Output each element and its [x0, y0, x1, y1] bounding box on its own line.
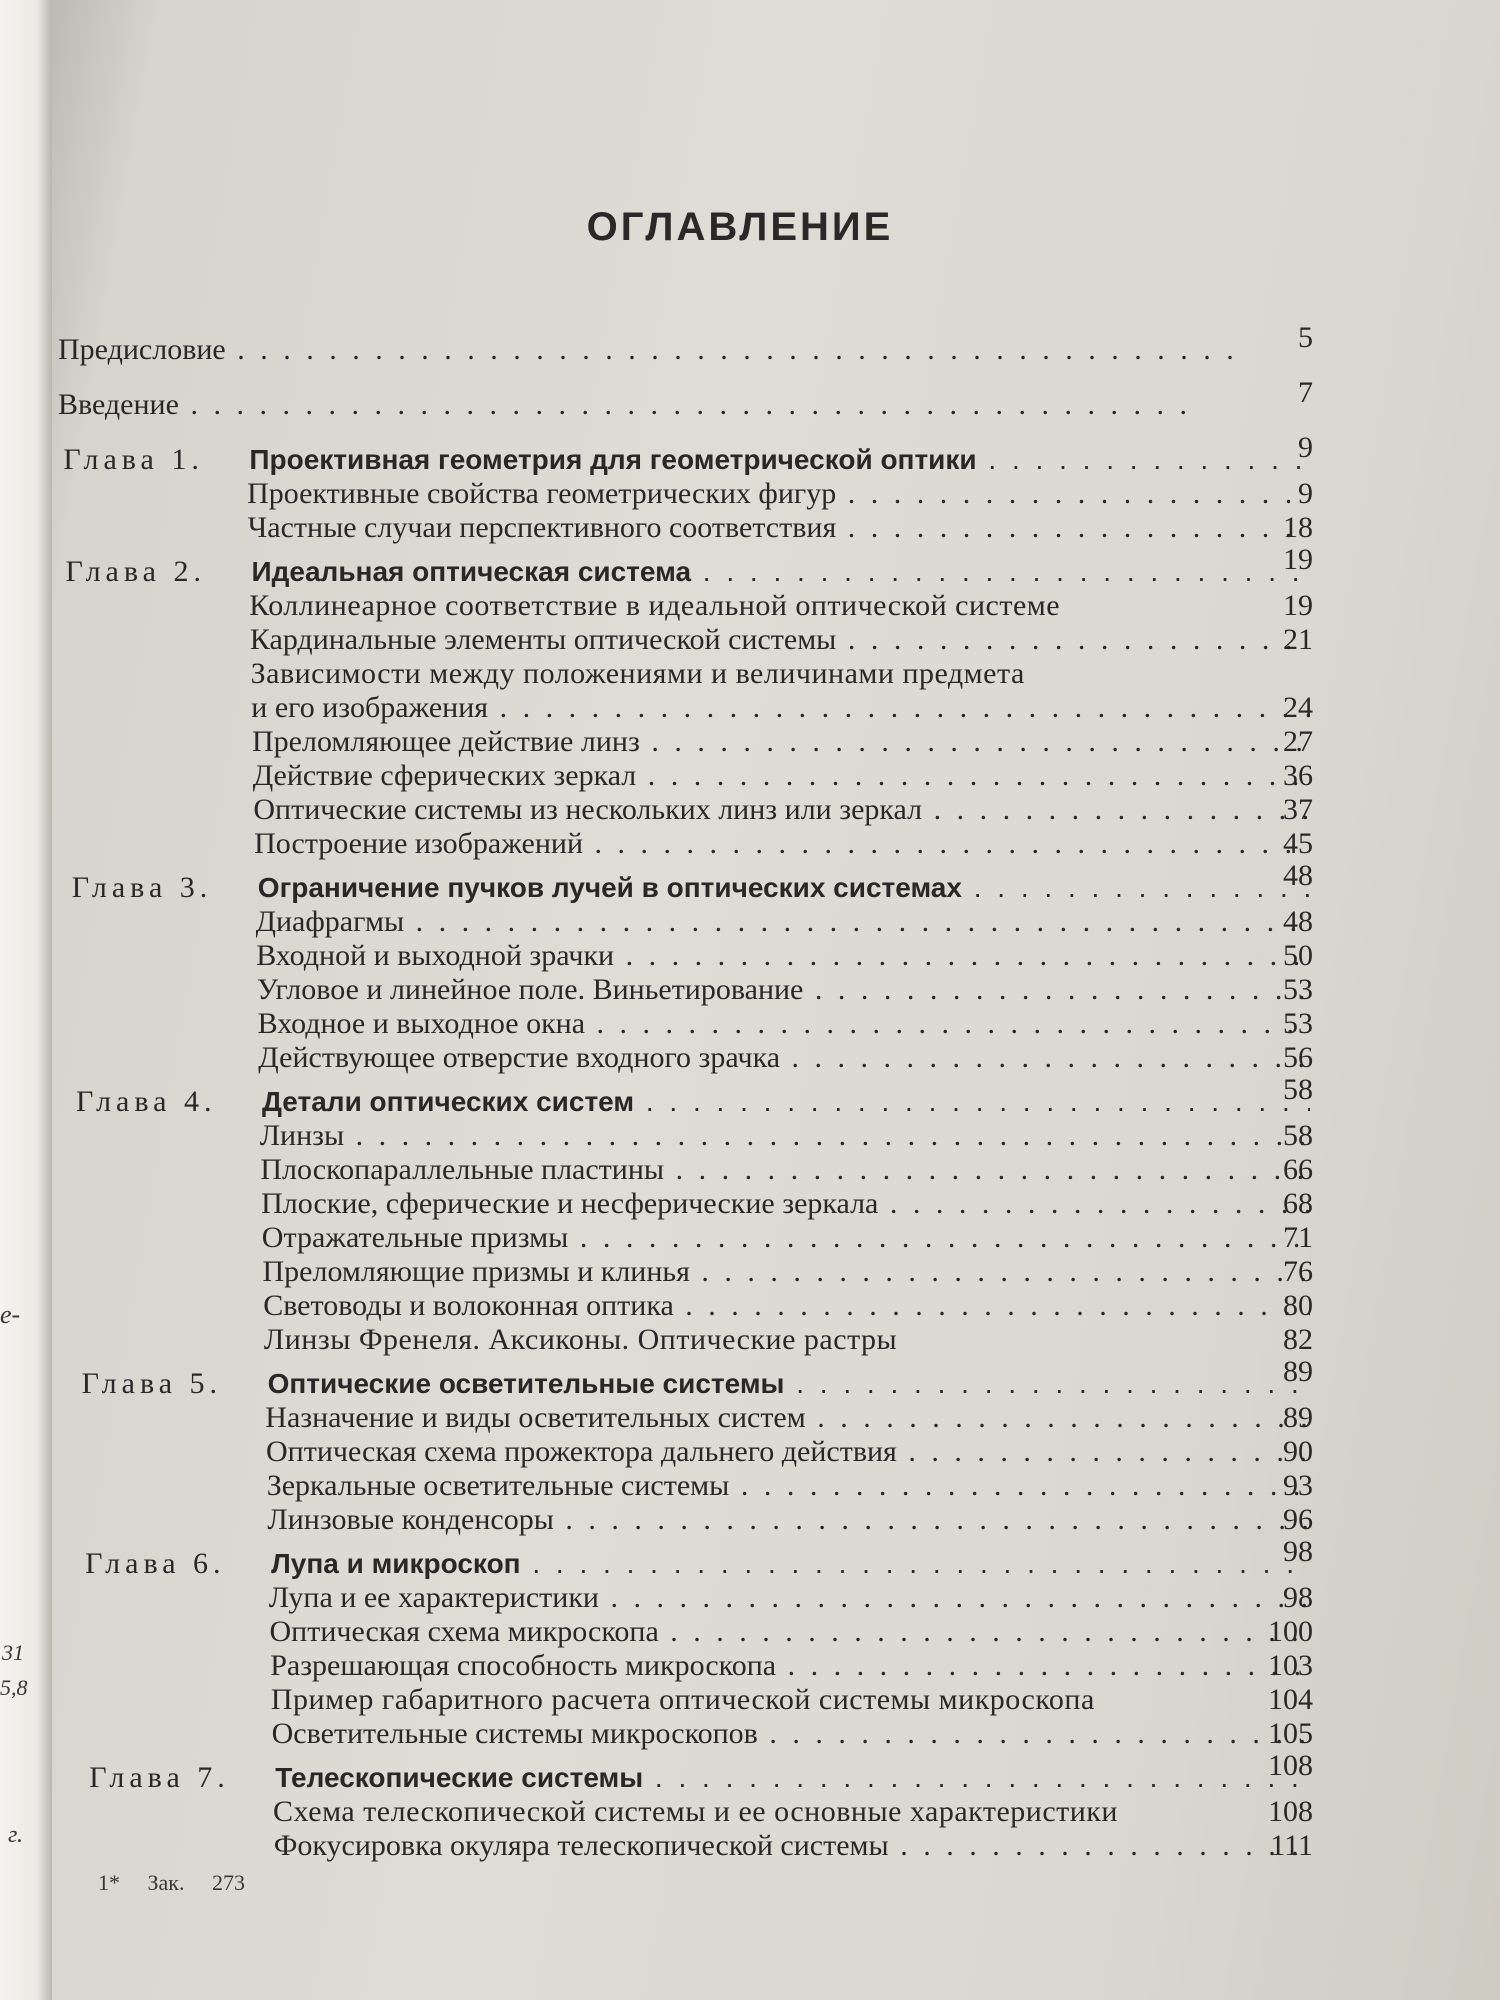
entry-title: Предисловие . . — [58, 330, 1310, 370]
entry-title: Световоды и волоконная оптика . . — [263, 1286, 1310, 1326]
entry-title: Осветительные системы микроскопов . . — [272, 1714, 1310, 1754]
page-number: 58 — [1283, 1119, 1313, 1152]
entry-title: Зависимости между положениями и величинами предмета — [250, 657, 1025, 690]
entry-title: Оптическая схема микроскопа . . — [270, 1612, 1311, 1652]
entry-title: Плоские, сферические и несферические зеркала . . — [261, 1184, 1310, 1224]
page-number: 76 — [1283, 1255, 1313, 1288]
signature-mark: 1* — [98, 1870, 120, 1895]
chapter-title: Телескопические системы . . — [275, 1758, 1310, 1798]
page-number: 21 — [1283, 623, 1313, 656]
page-number: 96 — [1283, 1503, 1313, 1536]
entry-title: Линзовые конденсоры . . — [267, 1500, 1310, 1540]
entry-title: Плоскопараллельные пластины . . — [260, 1150, 1310, 1190]
entry-title: Зеркальные осветительные системы . . — [267, 1466, 1310, 1506]
entry-title: Проективные свойства геометрических фигур . . — [247, 474, 1310, 514]
chapter-title: Ограничение пучков лучей в оптических системах . . — [258, 868, 1310, 908]
entry-title: Входной и выходной зрачки . . — [256, 936, 1310, 976]
page-number: 71 — [1283, 1221, 1313, 1254]
entry-title: Входное и выходное окна . . — [258, 1004, 1310, 1044]
page-number: 108 — [1268, 1795, 1313, 1828]
entry-title: Построение изображений . . — [254, 824, 1310, 864]
page-number: 53 — [1283, 1007, 1313, 1040]
order-label: Зак. — [147, 1870, 185, 1895]
entry-title: Линзы Френеля. Аксиконы. Оптические растры — [263, 1323, 898, 1356]
page-number: 24 — [1283, 691, 1313, 724]
order-number: 273 — [211, 1870, 245, 1895]
page-number: 9 — [1298, 431, 1313, 464]
entry-title: Пример габаритного расчета оптической системы микроскопа — [270, 1683, 1095, 1716]
page-number: 93 — [1283, 1469, 1313, 1502]
page-number: 58 — [1283, 1073, 1313, 1106]
chapter-title: Проективная геометрия для геометрической оптики . . — [249, 440, 1310, 480]
page-number: 19 — [1283, 589, 1313, 622]
page-number: 36 — [1283, 759, 1313, 792]
toc-entry — [0, 1826, 1500, 1866]
entry-title: Частные случаи перспективного соответствия . . — [248, 508, 1310, 548]
page-number: 66 — [1283, 1153, 1313, 1186]
page-footer — [98, 1870, 267, 1896]
entry-title: Отражательные призмы . . — [262, 1218, 1310, 1258]
entry-title: Кардинальные элементы оптической системы . . — [250, 620, 1310, 660]
page-number: 98 — [1283, 1581, 1313, 1614]
entry-title: Назначение и виды осветительных систем . . — [265, 1398, 1310, 1438]
page-number: 53 — [1283, 973, 1313, 1006]
page-number: 7 — [1298, 376, 1313, 409]
page-number: 56 — [1283, 1041, 1313, 1074]
entry-title: Оптические системы из нескольких линз или зеркал . . — [253, 790, 1310, 830]
chapter-label: Глава 5. — [81, 1367, 223, 1400]
entry-title: и его изображения . . — [251, 688, 1310, 728]
entry-title: Лупа и ее характеристики . . — [269, 1578, 1310, 1618]
page-number: 105 — [1268, 1717, 1313, 1750]
entry-title: Фокусировка окуляра телескопической системы . . — [274, 1826, 1310, 1866]
page-number: 9 — [1298, 477, 1313, 510]
toc-entry — [0, 376, 1500, 425]
page-number: 104 — [1268, 1683, 1313, 1716]
page-number: 68 — [1283, 1187, 1313, 1220]
chapter-label: Глава 4. — [76, 1085, 217, 1118]
entry-title: Преломляющее действие линз . . — [252, 722, 1310, 762]
chapter-title: Лупа и микроскоп . . — [271, 1544, 1310, 1584]
page-number: 45 — [1283, 827, 1313, 860]
chapter-label: Глава 3. — [71, 871, 213, 904]
page-title: ОГЛАВЛЕНИЕ — [586, 205, 894, 249]
page-number: 80 — [1283, 1289, 1313, 1322]
entry-title: Диафрагмы . . — [256, 902, 1311, 942]
entry-title: Разрешающая способность микроскопа . . — [270, 1646, 1310, 1686]
page-number: 27 — [1283, 725, 1313, 758]
chapter-label: Глава 2. — [65, 555, 206, 588]
page-number: 48 — [1283, 905, 1313, 938]
entry-title: Угловое и линейное поле. Виньетирование . . — [257, 970, 1310, 1010]
page-number: 111 — [1270, 1829, 1313, 1862]
entry-title: Схема телескопической системы и ее основные характеристики — [273, 1795, 1118, 1828]
page-number: 103 — [1268, 1649, 1313, 1682]
toc-entry — [0, 321, 1500, 370]
page-number: 5 — [1298, 321, 1313, 354]
entry-title: Преломляющие призмы и клинья . . — [263, 1252, 1311, 1292]
entry-title: Действующее отверстие входного зрачка . . — [258, 1038, 1310, 1078]
edge-mark: 5,8 — [0, 1675, 28, 1700]
page-number: 98 — [1283, 1535, 1313, 1568]
page-number: 100 — [1268, 1615, 1313, 1648]
page-number: 82 — [1283, 1323, 1313, 1356]
entry-title: Введение . . — [58, 385, 1310, 425]
page-number: 50 — [1283, 939, 1313, 972]
chapter-label: Глава 1. — [63, 443, 204, 476]
edge-mark: 31 — [2, 1640, 24, 1665]
edge-mark: г. — [8, 1822, 24, 1848]
page-number: 19 — [1283, 543, 1313, 576]
chapter-label: Глава 7. — [89, 1761, 230, 1794]
chapter-title: Идеальная оптическая система . . — [252, 552, 1311, 592]
chapter-label: Глава 6. — [85, 1547, 226, 1580]
entry-title: Действие сферических зеркал . . — [253, 756, 1310, 796]
entry-title: Оптическая схема прожектора дальнего действия . . — [266, 1432, 1310, 1472]
page-number: 48 — [1283, 859, 1313, 892]
page-number: 108 — [1268, 1749, 1313, 1782]
entry-title: Коллинеарное соответствие в идеальной оптической системе — [249, 589, 1061, 622]
page-number: 89 — [1283, 1401, 1313, 1434]
page-number: 90 — [1283, 1435, 1313, 1468]
chapter-title: Детали оптических систем . . — [262, 1082, 1310, 1122]
edge-mark: е- — [0, 1300, 21, 1329]
page-number: 37 — [1283, 793, 1313, 826]
chapter-title: Оптические осветительные системы . . — [268, 1364, 1310, 1404]
page-number: 18 — [1283, 511, 1313, 544]
entry-title: Линзы . . — [260, 1116, 1310, 1156]
page-number: 89 — [1283, 1355, 1313, 1388]
